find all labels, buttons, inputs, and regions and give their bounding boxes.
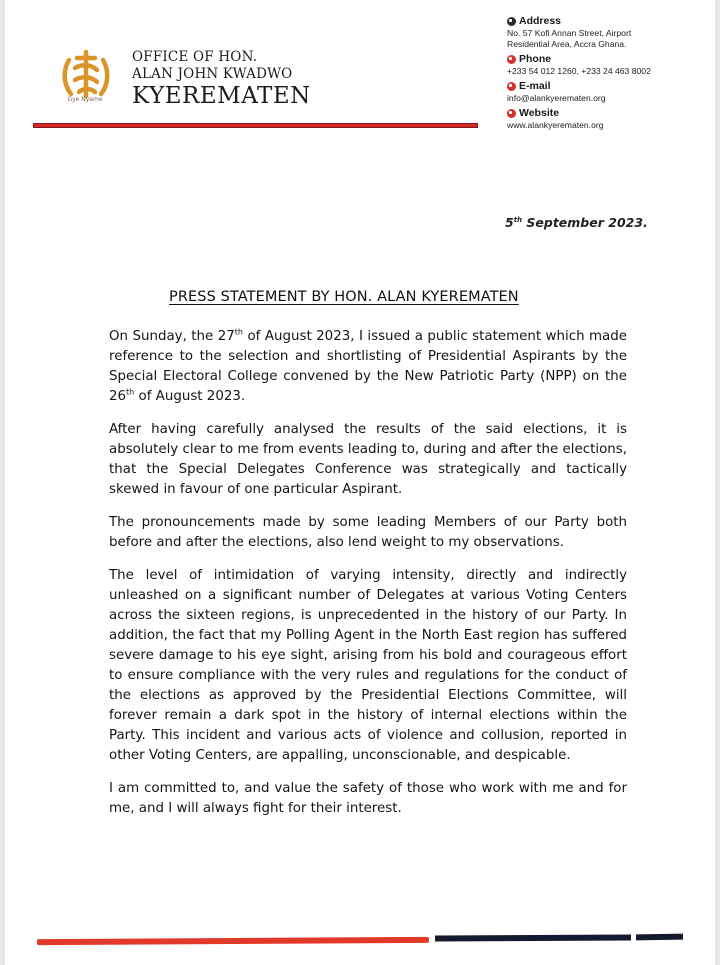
- office-line-1: OFFICE OF HON.: [132, 49, 258, 65]
- paragraph-4: The level of intimidation of varying intensity, directly and indirectly unleashed on a significant number of Delegates at various Voting Centers across the sixteen regions, is unprecedented in the history of our Party. In addition, the fact that my Polling Agent in the North East region has suffered severe damage to his eye sight, arising from his bold and courageous effort to ensure compliance with the very rules and regulations for the conduct of the elections as approved by the Presidential Elections Committee, will forever remain a dark spot in the history of internal elections within the Party. This incident and various acts of violence and collusion, reported in other Voting Centers, are appalling, unconscionable, and despicable.: [109, 568, 627, 763]
- address-line-1: No. 57 Kofi Annan Street, Airport: [507, 28, 632, 38]
- website-value: www.alankyerematen.org: [507, 120, 604, 130]
- footer-navy-rule: [435, 934, 631, 941]
- contact-address: [507, 15, 712, 50]
- statement-body: [109, 327, 627, 832]
- phone-icon: [507, 55, 516, 64]
- email-label: E-mail: [519, 80, 551, 92]
- email-icon: [507, 82, 516, 91]
- p1-sup-2: th: [126, 387, 135, 397]
- p1-text-c: of August 2023.: [134, 389, 246, 404]
- header-red-rule: [33, 123, 478, 128]
- paragraph-3: The pronouncements made by some leading Members of our Party both before and after the elections, also lend weight to my observations.: [109, 515, 627, 550]
- contact-block: [507, 15, 712, 134]
- p1-sup-1: th: [234, 327, 244, 337]
- phone-value: +233 54 012 1260, +233 24 463 8002: [507, 66, 651, 76]
- home-icon: [507, 17, 516, 26]
- address-label: Address: [519, 15, 562, 27]
- statement-date: [505, 215, 648, 230]
- p1-text-b: of August 2023, I issued a public statement which made reference to the selection and shortlisting of Presidential Aspirants by the Special Electoral College convened by the New Patriotic Party (NPP) on the 26: [109, 329, 628, 404]
- statement-title: PRESS STATEMENT BY HON. ALAN KYEREMATEN: [169, 289, 519, 305]
- footer-navy-rule-end: [636, 934, 683, 941]
- contact-website: [507, 107, 712, 131]
- p1-text-a: On Sunday, the 27: [109, 329, 235, 344]
- letter-page: [5, 0, 715, 965]
- footer-red-rule: [37, 937, 429, 945]
- office-line-3: KYEREMATEN: [132, 83, 311, 109]
- contact-phone: [507, 53, 712, 77]
- paragraph-5: I am committed to, and value the safety of those who work with me and for me, and I will always fight for their interest.: [109, 781, 627, 816]
- address-line-2: Residential Area, Accra Ghana.: [507, 39, 627, 49]
- email-value: info@alankyerematen.org: [507, 93, 606, 103]
- contact-email: [507, 80, 712, 104]
- office-name: [132, 49, 311, 109]
- date-suffix: th: [513, 215, 523, 224]
- website-label: Website: [519, 107, 560, 119]
- paragraph-1: [109, 327, 627, 407]
- office-line-2: ALAN JOHN KWADWO: [132, 66, 293, 82]
- logo-caption: Gye Nyame: [67, 96, 103, 103]
- date-day: 5: [505, 215, 514, 230]
- paragraph-2: After having carefully analysed the results of the said elections, it is absolutely clear to me from events leading to, during and after the elections, that the Special Delegates Conference was strategically and tactically skewed in favour of one particular Aspirant.: [109, 422, 627, 497]
- phone-label: Phone: [519, 53, 552, 65]
- date-rest: September 2023.: [522, 215, 648, 230]
- globe-icon: [507, 109, 516, 118]
